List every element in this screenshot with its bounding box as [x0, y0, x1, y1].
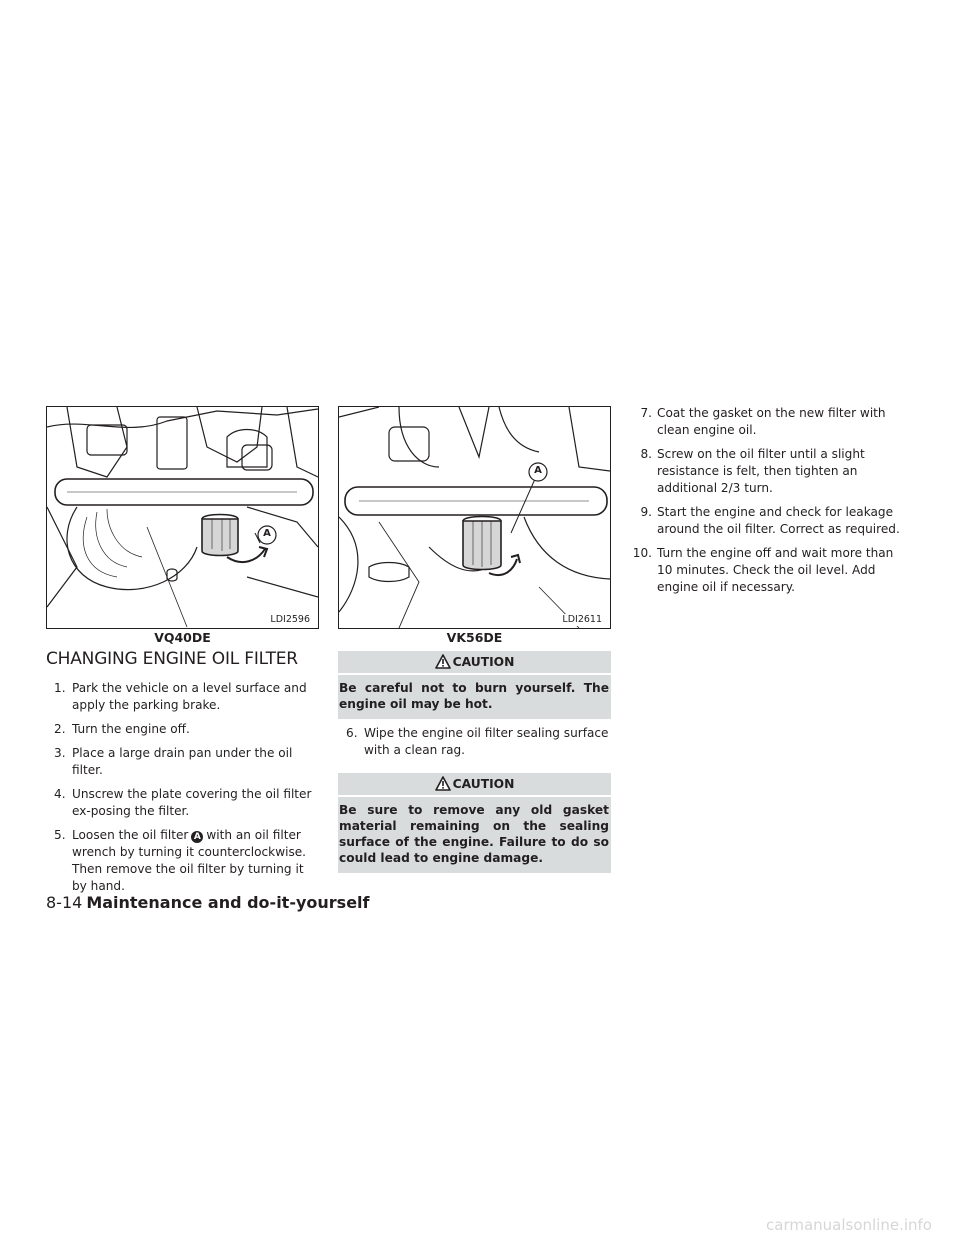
- step-number: 1.: [54, 681, 66, 695]
- step-text: Place a large drain pan under the oil filter.: [72, 746, 293, 777]
- caution-box: [338, 773, 611, 873]
- page-footer: [46, 893, 369, 912]
- step-3: [46, 745, 322, 779]
- step-text: Loosen the oil filter: [72, 828, 189, 842]
- step-number: 4.: [54, 787, 66, 801]
- warning-icon: [435, 654, 451, 669]
- step-4: [46, 786, 322, 820]
- step-text: Turn the engine off.: [72, 722, 190, 736]
- step-number: 7.: [640, 406, 652, 420]
- figure-vk56de: [338, 406, 611, 629]
- engine-illustration-vk56de: [339, 407, 610, 628]
- step-number: 10.: [632, 546, 652, 560]
- step-number: 2.: [54, 722, 66, 736]
- engine-illustration-vq40de: [47, 407, 318, 628]
- caution-header: [338, 651, 611, 675]
- step-1: [46, 680, 322, 714]
- caution-header: [338, 773, 611, 797]
- step-text: Turn the engine off and wait more than 10 minutes. Check the oil level. Add engine oil if necessary.: [657, 546, 894, 594]
- step-text: Wipe the engine oil filter sealing surface with a clean rag.: [364, 726, 609, 757]
- watermark-text: carmanualsonline.info: [766, 1216, 932, 1234]
- figure-caption-vk56de: VK56DE: [446, 630, 503, 645]
- step-10: [629, 545, 908, 596]
- step-number: 6.: [346, 726, 358, 740]
- callout-a-label: A: [263, 528, 271, 539]
- caution-text: Be careful not to burn yourself. The engine oil may be hot.: [339, 681, 609, 711]
- figure-caption-vq40de: VQ40DE: [154, 630, 211, 645]
- figure-vq40de: [46, 406, 319, 629]
- caution-title: CAUTION: [452, 777, 515, 791]
- step-9: [629, 504, 908, 538]
- step-text: Start the engine and check for leakage around the oil filter. Correct as required.: [657, 505, 900, 536]
- chapter-title: Maintenance and do-it-yourself: [86, 893, 370, 912]
- warning-icon: [435, 776, 451, 791]
- step-2: [46, 721, 322, 738]
- step-number: 5.: [54, 828, 66, 842]
- figure-code: LDI2611: [562, 614, 602, 625]
- callout-a-label: A: [534, 465, 542, 476]
- step-7: [629, 405, 908, 439]
- step-number: 9.: [640, 505, 652, 519]
- steps-column-2: [338, 651, 611, 879]
- steps-column-1: [46, 680, 322, 902]
- steps-column-3: [629, 405, 908, 603]
- step-text: Unscrew the plate covering the oil filter ex-posing the filter.: [72, 787, 312, 818]
- section-title: CHANGING ENGINE OIL FILTER: [46, 649, 298, 669]
- step-6: [338, 725, 611, 759]
- figure-code: LDI2596: [270, 614, 310, 625]
- caution-title: CAUTION: [452, 655, 515, 669]
- step-text: Screw on the oil filter until a slight resistance is felt, then tighten an additional 2/3 turn.: [657, 447, 865, 495]
- step-number: 3.: [54, 746, 66, 760]
- callout-a-icon: A: [191, 831, 203, 843]
- step-text: Park the vehicle on a level surface and apply the parking brake.: [72, 681, 307, 712]
- caution-box: [338, 651, 611, 719]
- step-text: with an oil filter wrench by turning it counterclockwise. Then remove the oil filter by turning it by hand.: [72, 828, 307, 893]
- page-number: 8-14: [46, 893, 83, 912]
- step-text: Coat the gasket on the new filter with clean engine oil.: [657, 406, 886, 437]
- step-8: [629, 446, 908, 497]
- caution-text: Be sure to remove any old gasket material remaining on the sealing surface of the engine. Failure to do so could lead to engine damage.: [339, 803, 609, 865]
- step-5: [46, 827, 322, 895]
- step-number: 8.: [640, 447, 652, 461]
